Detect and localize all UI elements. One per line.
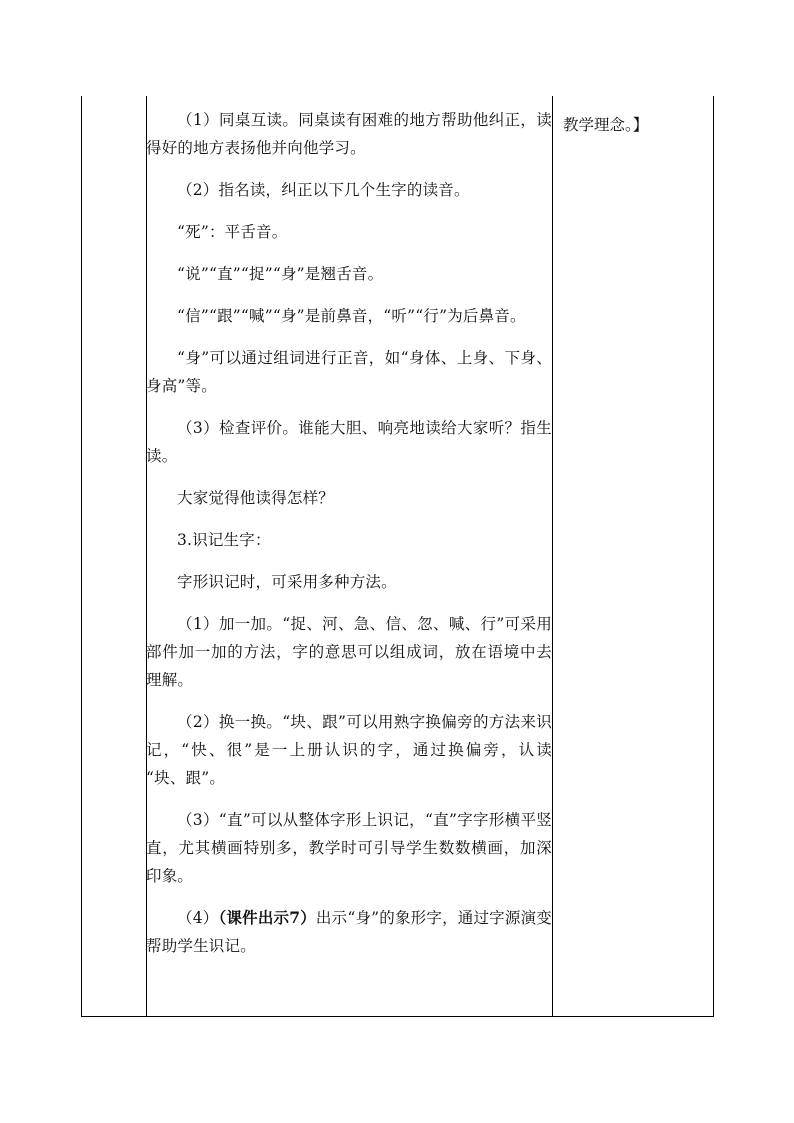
content-paragraph: （2）换一换。“块、跟”可以用熟字换偏旁的方法来识记，“快、很”是一上册认识的字，通过换偏旁，认读 “块、跟”。 [146, 713, 552, 787]
teaching-philosophy-fragment: 教学理念。】 [562, 111, 648, 139]
content-paragraph: （3）“直”可以从整体字形上识记，“直”字字形横平竖直，尤其横画特别多，教学时可引导学生数数横画，加深印象。 [146, 811, 552, 885]
content-paragraph: （1）加一加。“捉、河、急、信、忽、喊、行”可采用部件加一加的方法，字的意思可以组成词，放在语境中去理解。 [146, 615, 552, 689]
content-paragraph: （2）指名读，纠正以下几个生字的读音。 [177, 181, 470, 199]
content-paragraph: “身”可以通过组词进行正音，如“身体、上身、下身、身高”等。 [146, 349, 552, 395]
content-paragraph: “信”“跟”“喊”“身”是前鼻音，“听”“行”为后鼻音。 [177, 307, 526, 325]
content-paragraph-last [146, 904, 552, 960]
content-paragraph: （3）检查评价。谁能大胆、响亮地读给大家听？指生读。 [146, 419, 552, 465]
content-paragraph: 大家觉得他读得怎样？ [177, 489, 335, 507]
content-paragraph: 3.识记生字： [177, 531, 271, 549]
paragraph-prefix: （4） [177, 909, 219, 927]
table-divider-2 [552, 96, 553, 1016]
lesson-content [146, 96, 552, 960]
content-paragraph: 字形识记时，可采用多种方法。 [177, 573, 397, 591]
table-border-right [713, 96, 714, 1016]
content-paragraph: “死”：平舌音。 [177, 223, 288, 241]
content-paragraph: “说”“直”“捉”“身”是翘舌音。 [177, 265, 384, 283]
table-border-left [81, 96, 82, 1016]
paragraph-rest: 出示“身”的象形字，通过字源演变帮助学生识记。 [146, 909, 552, 955]
content-paragraph: （1）同桌互读。同桌读有困难的地方帮助他纠正，读得好的地方表扬他并向他学习。 [146, 111, 552, 157]
courseware-note: （课件出示7） [218, 908, 316, 927]
